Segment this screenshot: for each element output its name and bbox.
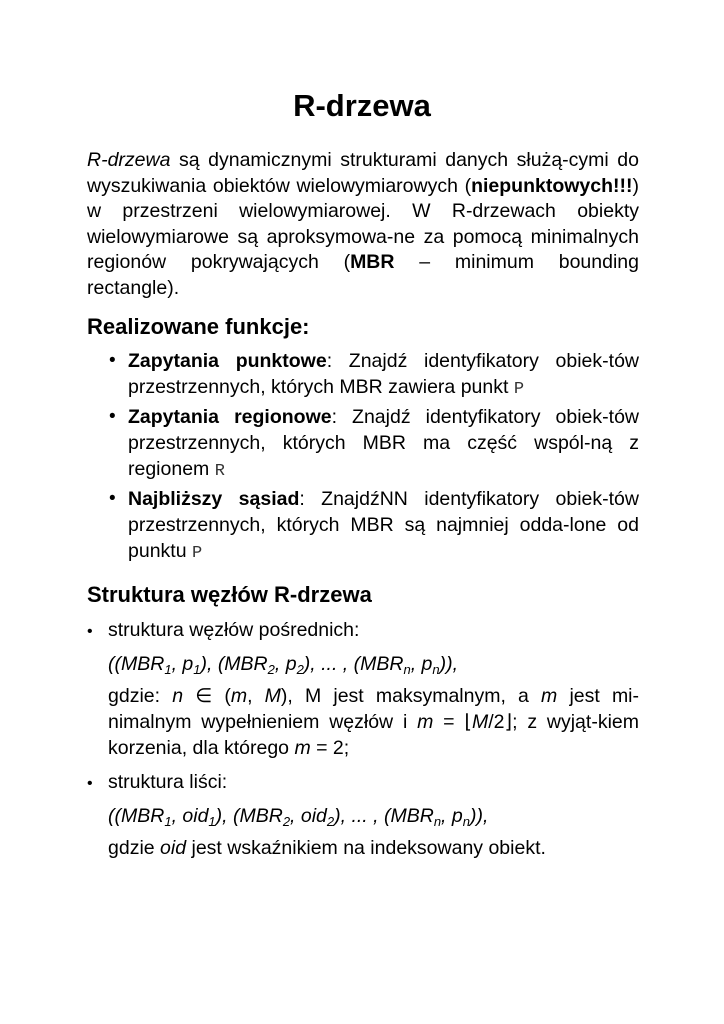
functions-list (87, 348, 639, 568)
function-desc: : ZnajdźNN identyfikatory obiek-tów przestrzennych, których MBR są najmniej odda-lone od punktu (128, 488, 639, 562)
bullet-icon: • (109, 488, 116, 509)
condition-var: m (417, 711, 434, 733)
intro-text-2: ) w przestrzeni wielowymiarowej. W R-drzewach obiekty wielowymiarowe są aproksymowa-ne za pomocą minimalnych regionów pokrywających ( (87, 174, 639, 274)
intro-text-1: są dynamicznymi strukturami danych służą-cymi do wyszukiwania obiektów wielowymiarowych ( (87, 149, 639, 197)
intro-emphasis: niepunktowych!!! (471, 174, 633, 197)
condition-text: gdzie: (108, 685, 173, 707)
structure-heading: Struktura węzłów R-drzewa (87, 582, 372, 607)
leaf-desc-var: oid (160, 837, 187, 859)
function-symbol: P (191, 544, 203, 563)
condition-text: /2⌋; z wyjąt-kiem korzenia, dla którego (108, 711, 639, 759)
list-item (87, 769, 639, 861)
condition-text: , (247, 685, 265, 707)
internal-node-formula: (($MBR_1$, $p_1$), ($MBR_2$, $p_2$), ... , ($MBR_n$, $p_n$)), (108, 653, 459, 677)
list-item (87, 404, 639, 485)
condition-var: m (230, 685, 248, 707)
function-desc: : Znajdź identyfikatory obiek-tów przestrzennych, których MBR zawiera punkt (128, 350, 639, 398)
leaf-formula: (($MBR_1$, oid$_1$), ($MBR_2$, oid$_2$), ... , ($MBR_n$, $p_n$)), (108, 805, 489, 829)
function-symbol: R (214, 462, 225, 481)
condition-var: M (471, 711, 489, 733)
intro-text-3: – minimum bounding rectangle). (87, 251, 639, 299)
list-item (87, 617, 639, 761)
condition-text: ∈ ( (183, 685, 231, 707)
bullet-icon: • (87, 623, 93, 640)
condition-text: ), M jest maksymalnym, a (280, 685, 542, 707)
function-name: Najbliższy sąsiad (128, 488, 300, 510)
intro-term: R-drzewa (87, 149, 171, 171)
page-title: R-drzewa (293, 88, 431, 123)
condition-text: jest mi-nimalnym wypełnieniem węzłów i (108, 685, 640, 733)
condition-text: = ⌊ (433, 711, 472, 733)
leaf-desc-text: jest wskaźnikiem na indeksowany obiekt. (186, 837, 546, 859)
condition-var: m (294, 737, 311, 759)
condition-var: n (172, 685, 184, 707)
functions-heading: Realizowane funkcje: (87, 314, 310, 339)
bullet-icon: • (87, 775, 93, 792)
leaf-description (108, 835, 639, 861)
intro-abbr: MBR (350, 251, 395, 274)
bullet-icon: • (109, 406, 116, 427)
function-desc: : Znajdź identyfikatory obiek-tów przestrzennych, których MBR ma część wspól-ną z regionem (128, 406, 639, 480)
function-symbol: P (513, 380, 525, 399)
leaf-label: struktura liści: (108, 771, 228, 793)
condition-text: = 2; (310, 737, 350, 759)
function-name: Zapytania punktowe (128, 350, 327, 372)
leaf-desc-text: gdzie (108, 837, 161, 859)
internal-node-label: struktura węzłów pośrednich: (108, 619, 360, 641)
condition-var: m (541, 685, 558, 707)
intro-paragraph (87, 148, 639, 302)
bullet-icon: • (109, 350, 116, 371)
condition-var: M (264, 685, 281, 707)
function-name: Zapytania regionowe (128, 406, 332, 428)
list-item (87, 486, 639, 567)
internal-node-condition (108, 683, 639, 761)
list-item (87, 348, 639, 403)
structure-list (87, 617, 639, 861)
